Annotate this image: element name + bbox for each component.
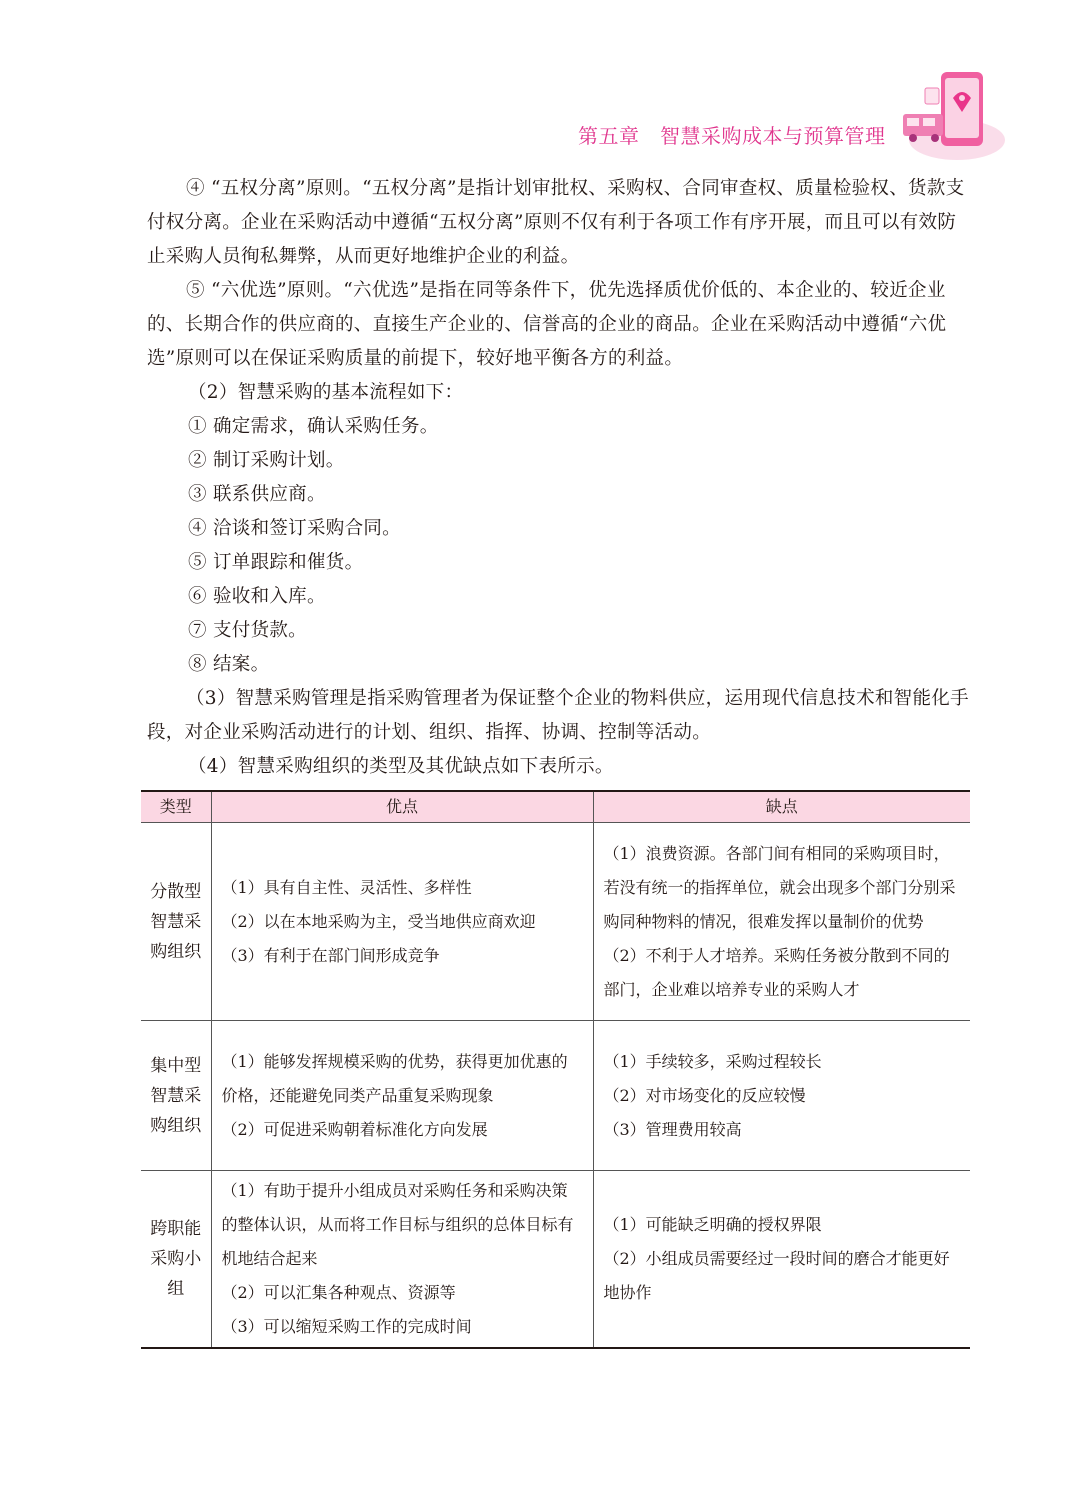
process-step: ② 制订采购计划。 <box>188 450 345 471</box>
row-type: 分散型智慧采购组织 <box>141 823 211 1021</box>
process-step: ④ 洽谈和签订采购合同。 <box>188 518 401 539</box>
row-cons <box>593 1021 970 1171</box>
process-step: ③ 联系供应商。 <box>188 484 326 505</box>
process-step: ⑥ 验收和入库。 <box>188 586 326 607</box>
process-step: ⑤ 订单跟踪和催货。 <box>188 552 364 573</box>
cons-item: （2）对市场变化的反应较慢 <box>603 1085 806 1105</box>
row-type: 跨职能采购小组 <box>141 1171 211 1349</box>
row-cons <box>593 1171 970 1349</box>
pros-item: （2）可促进采购朝着标准化方向发展 <box>221 1119 488 1139</box>
pros-item: （3）可以缩短采购工作的完成时间 <box>221 1317 472 1336</box>
pros-item: （1）具有自主性、灵活性、多样性 <box>221 877 472 897</box>
paragraph-management-definition: （3）智慧采购管理是指采购管理者为保证整个企业的物料供应，运用现代信息技术和智能化手段，对企业采购活动进行的计划、组织、指挥、协调、控制等活动。 <box>147 688 969 743</box>
pros-item: （1）有助于提升小组成员对采购任务和采购决策的整体认识，从而将工作目标与组织的总体目标有机地结合起来 <box>221 1181 574 1268</box>
body-text <box>147 172 969 784</box>
row-cons <box>593 823 970 1021</box>
paragraph-six-priorities: ⑤ “六优选”原则。“六优选”是指在同等条件下，优先选择质优价低的、本企业的、较近企业的、长期合作的供应商的、直接生产企业的、信誉高的企业的商品。企业在采购活动中遵循“六优选”原则可以在保证采购质量的前提下，较好地平衡各方的利益。 <box>147 280 947 369</box>
cons-item: （1）手续较多，采购过程较长 <box>603 1051 822 1071</box>
row-pros <box>211 1021 593 1171</box>
header-type: 类型 <box>141 791 211 823</box>
table-row <box>141 1021 970 1171</box>
pros-item: （3）有利于在部门间形成竞争 <box>221 945 440 965</box>
paragraph-five-powers: ④ “五权分离”原则。“五权分离”是指计划审批权、采购权、合同审查权、质量检验权、货款支付权分离。企业在采购活动中遵循“五权分离”原则不仅有利于各项工作有序开展，而且可以有效防止采购人员徇私舞弊，从而更好地维护企业的利益。 <box>147 178 965 267</box>
table-row <box>141 823 970 1021</box>
header-cons: 缺点 <box>593 791 970 823</box>
table-header-row <box>141 791 970 823</box>
row-pros <box>211 1171 593 1349</box>
cons-item: （2）不利于人才培养。采购任务被分散到不同的部门，企业难以培养专业的采购人才 <box>603 945 950 999</box>
process-step: ① 确定需求，确认采购任务。 <box>188 416 439 437</box>
paragraph-process-intro: （2）智慧采购的基本流程如下： <box>188 382 464 403</box>
cons-item: （2）小组成员需要经过一段时间的磨合才能更好地协作 <box>603 1249 950 1302</box>
phone-illustration-icon <box>895 68 1007 168</box>
process-step: ⑦ 支付货款。 <box>188 620 307 641</box>
row-type: 集中型智慧采购组织 <box>141 1021 211 1171</box>
cons-item: （1）浪费资源。各部门间有相同的采购项目时，若没有统一的指挥单位，就会出现多个部门分别采购同种物料的情况，很难发挥以量制价的优势 <box>603 843 956 931</box>
cons-item: （1）可能缺乏明确的授权界限 <box>603 1215 822 1234</box>
process-step: ⑧ 结案。 <box>188 654 270 675</box>
table-row <box>141 1171 970 1349</box>
paragraph-table-intro: （4）智慧采购组织的类型及其优缺点如下表所示。 <box>188 756 614 777</box>
chapter-header-title: 第五章 智慧采购成本与预算管理 <box>578 124 886 148</box>
pros-item: （2）可以汇集各种观点、资源等 <box>221 1283 456 1302</box>
header-pros: 优点 <box>211 791 593 823</box>
pros-item: （2）以在本地采购为主，受当地供应商欢迎 <box>221 911 536 931</box>
organization-types-table <box>141 790 970 1349</box>
row-pros <box>211 823 593 1021</box>
cons-item: （3）管理费用较高 <box>603 1119 742 1139</box>
pros-item: （1）能够发挥规模采购的优势，获得更加优惠的价格，还能避免同类产品重复采购现象 <box>221 1051 568 1105</box>
